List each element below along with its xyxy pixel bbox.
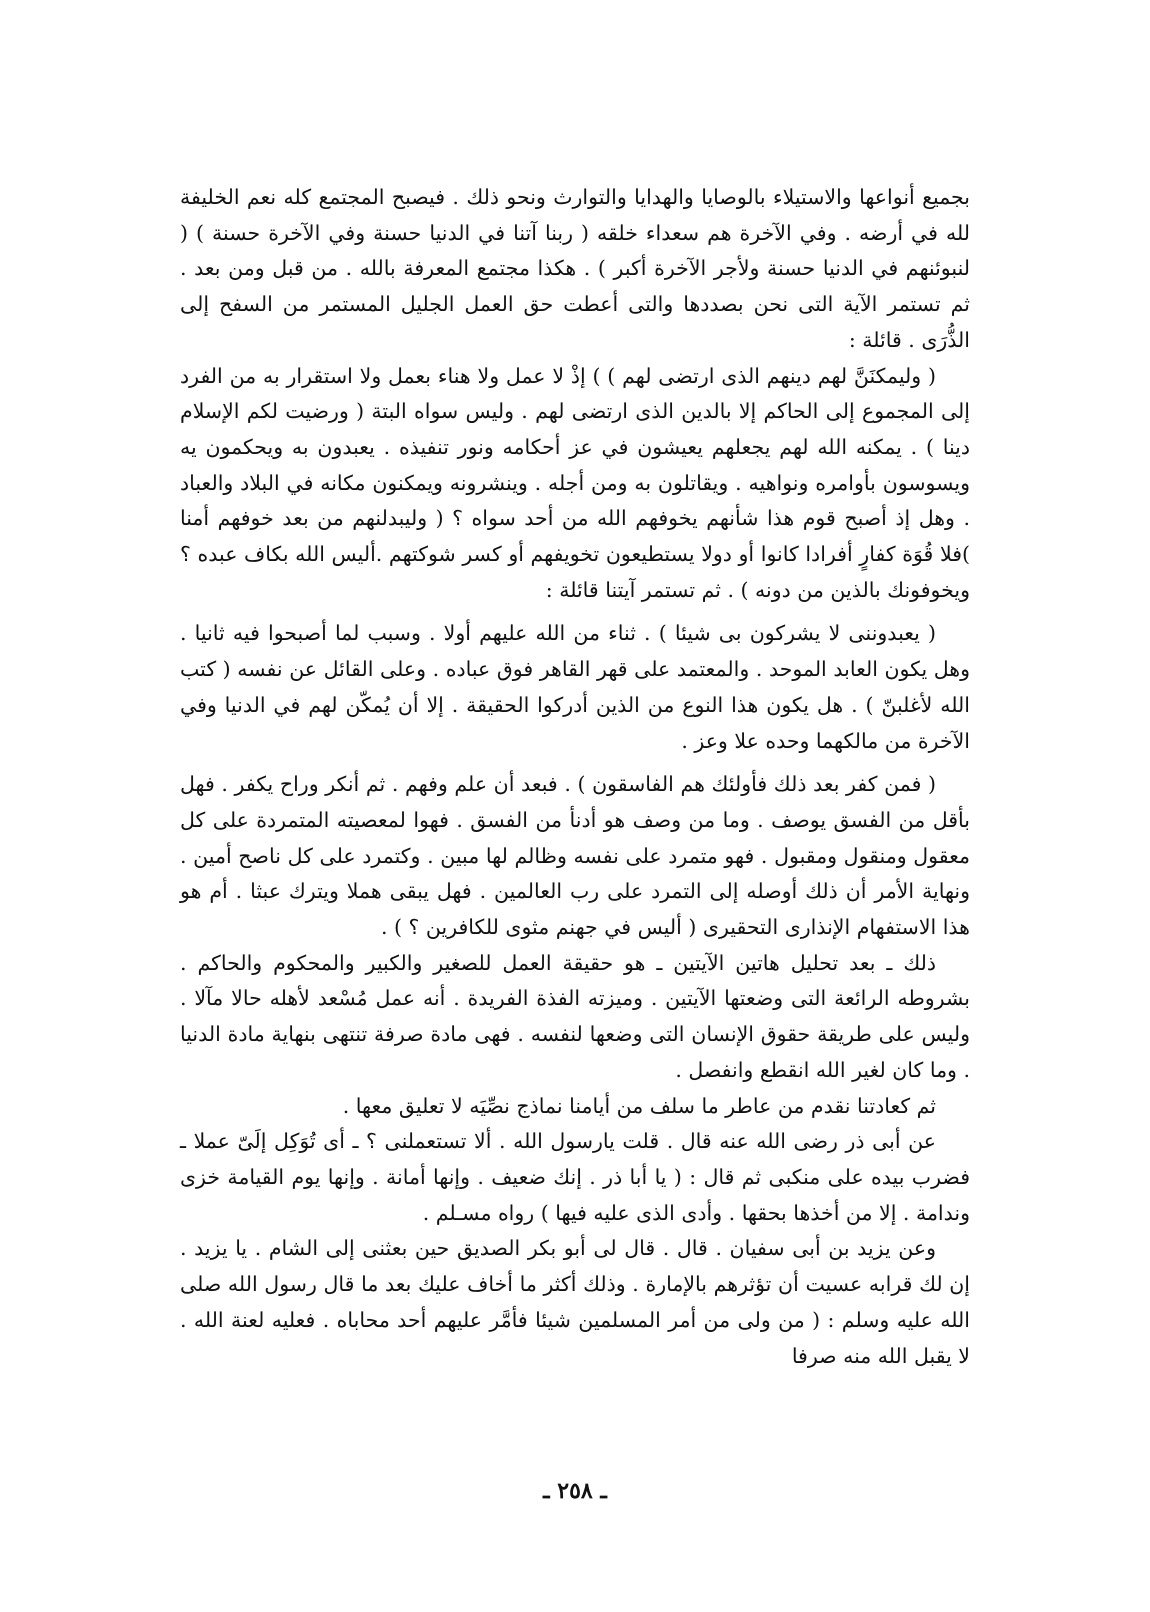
paragraph-8: وعن يزيد بن أبى سفيان . قال . قال لى أبو بكر الصديق حين بعثنى إلى الشام . يا يزيد . إن لك قرابه عسيت أن تؤثرهم بالإمارة . وذلك أكثر ما أخاف عليك بعد ما قال رسول الله صلى الله عليه وسلم : ( من ولى من أمر المسلمين شيئا فأمَّر عليهم أحد محاباه . فعليه لعنة الله . لا يقبل الله منه صرفا [180,1236,970,1368]
paragraph-2: ( وليمكنَنَّ لهم دينهم الذى ارتضى لهم ) ) إذْ لا عمل ولا هناء بعمل ولا استقرار به من الفرد إلى المجموع إلى الحاكم إلا بالدين الذى ارتضى لهم . وليس سواه البتة ( ورضيت لكم الإسلام دينا ) . يمكنه الله لهم يجعلهم يعيشون في عز أحكامه ونور تنفيذه . يعبدون به ويحكمون يه ويسوسون بأوامره ونواهيه . ويقاتلون به ومن أجله . وينشرونه ويمكنون مكانه في البلاد والعباد . وهل إذ أصبح قوم هذا شأنهم يخوفهم الله من أحد سواه ؟ ( وليبدلنهم من بعد خوفهم أمنا )فلا قُوَة كفارٍ أفرادا كانوا أو دولا يستطيعون تخويفهم أو كسر شوكتهم .أليس الله بكاف عبده ؟ ويخوفونك بالذين من دونه ) . ثم تستمر آيتنا قائلة : [180,363,970,602]
page-number: ـ ٢٥٨ ـ [543,1478,607,1504]
body-text [180,180,970,1374]
paragraph-5: ذلك ـ بعد تحليل هاتين الآيتين ـ هو حقيقة العمل للصغير والكبير والمحكوم والحاكم . بشروطه الرائعة التى وضعتها الآيتين . وميزته الفذة الفريدة . أنه عمل مُسْعد لأهله حالا مآلا . وليس على طريقة حقوق الإنسان التى وضعها لنفسه . فهى مادة صرفة تنتهى بنهاية مادة الدنيا . وما كان لغير الله انقطع وانفصل . [180,950,970,1082]
paragraph-7: عن أبى ذر رضى الله عنه قال . قلت يارسول الله . ألا تستعملنى ؟ ـ أى تُوَكِل إلَىّ عملا ـ فضرب بيده على منكبى ثم قال : ( يا أبا ذر . إنك ضعيف . وإنها أمانة . وإنها يوم القيامة خزى وندامة . إلا من أخذها بحقها . وأدى الذى عليه فيها ) رواه مسـلم . [180,1129,970,1225]
paragraph-4: ( فمن كفر بعد ذلك فأولئك هم الفاسقون ) . فبعد أن علم وفهم . ثم أنكر وراح يكفر . فهل بأقل من الفسق يوصف . وما من وصف هو أدنأ من الفسق . فهوا لمعصيته المتمردة على كل معقول ومنقول ومقبول . فهو متمرد على نفسه وظالم لها مبين . وكتمرد على كل ناصح أمين . ونهاية الأمر أن ذلك أوصله إلى التمرد على رب العالمين . فهل يبقى هملا ويترك عبثا . أم هو هذا الاستفهام الإنذارى التحقيرى ( أليس في جهنم مثوى للكافرين ؟ ) . [180,772,970,940]
paragraph-6: ثم كعادتنا نقدم من عاطر ما سلف من أيامنا نماذج نصِّيَه لا تعليق معها . [342,1093,936,1118]
paragraph-1: بجميع أنواعها والاستيلاء بالوصايا والهدايا والتوارث ونحو ذلك . فيصبح المجتمع كله نعم الخليفة لله في أرضه . وفي الآخرة هم سعداء خلقه ( ربنا آتنا في الدنيا حسنة وفي الآخرة حسنة ) ( لنبوئنهم في الدنيا حسنة ولأجر الآخرة أكبر ) . هكذا مجتمع المعرفة بالله . من قبل ومن بعد . ثم تستمر الآية التى نحن بصددها والتى أعطت حق العمل الجليل المستمر من السفح إلى الذُّرَى . قائلة : [180,185,970,352]
paragraph-3: ( يعبدوننى لا يشركون بى شيئا ) . ثناء من الله عليهم أولا . وسبب لما أصبحوا فيه ثانيا . وهل يكون العابد الموحد . والمعتمد على قهر القاهر فوق عباده . وعلى القائل عن نفسه ( كتب الله لأغلبنّ ) . هل يكون هذا النوع من الذين أدركوا الحقيقة . إلا أن يُمكّن لهم في الدنيا وفي الآخرة من مالكهما وحده علا وعز . [180,621,970,753]
